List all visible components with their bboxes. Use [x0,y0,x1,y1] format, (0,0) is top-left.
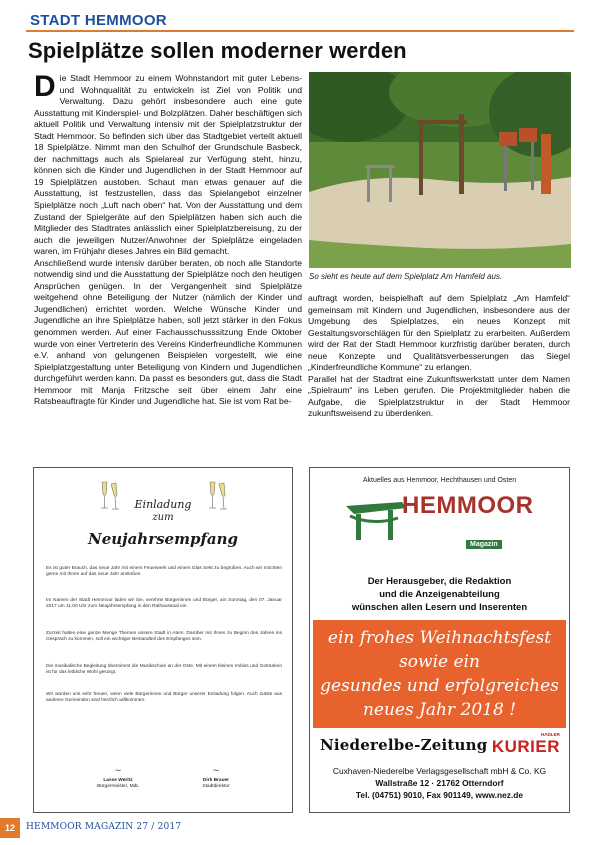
hemmoor-logo-text: HEMMOOR [402,492,534,519]
handwritten-signature: ~ [212,766,220,776]
invitation-paragraph: Es ist guter Brauch, das neue Jahr mit einem Feuerwerk und einem Glas Sekt zu begrüßen. Auch wir möchten gerne mit Ihnen auf das neue Jahr anstoßen. [46,566,282,578]
greeting-text: Der Herausgeber, die Redaktion und die Anzeigenabteilung wünschen allen Lesern und Inserenten [351,576,528,613]
magazin-label: Magazin [466,540,502,549]
playground-photo [309,72,571,268]
article-paragraph-1: Die Stadt Hemmoor zu einem Wohnstandort mit guter Lebens- und Wohnqualität zu entwickeln ist Ziel von Politik und Verwaltung. Dazu gehört insbesondere auch eine gute Ausstattung mit Kinderspiel- und Bolzplätzen. Daher beschäftigen sich aktuell Politik und Verwaltung intensiv mit der Spielplatzstruktur der Stadt Hemmoor. So befinden sich über das Stadtgebiet verteilt aktuell 18 Spielplätze. Nimmt man den Schulhof der Grundschule Basbeck, der nachmittags auch als Spielareal zur Verfügung steht, hinzu, können sich die Kinder und Jugendlichen in der Stadt Hemmoor auf 19 Spielplätzen austoben. Schaut man etwas genauer auf die Ausstattung, ist festzustellen, dass das Spielangebot einzelner Spielplätze noch „Luft nach oben“ hat. Von der Ausstattung und dem Zustand der Spielgeräte auf den Spielplätzen haben sich auch die Mitglieder des Stadtrates anlässlich einer Spielplatzbereisung, zu der auch die jeweiligen Nutzer/Anwohner der Spielplätze eingeladen waren, im Frühjahr dieses Jahres ein Bild gemacht. [34,73,302,257]
section-title: STADT HEMMOOR [30,12,167,29]
publisher-contact: Tel. (04751) 9010, Fax 901149, www.nez.de [355,790,524,800]
hadler-kurier-logo: HADLER KURIER [491,732,560,756]
invitation-ad [33,467,293,813]
article-column-right [308,293,570,420]
publisher-address: Wallstraße 12 · 21762 Otterndorf [375,778,504,788]
article-paragraph-4: Parallel hat der Stadtrat eine Zukunftswerkstatt unter dem Namen „Spielraum“ ins Leben gerufen. Die Projektmitglieder haben die Aufgabe, die Spielplatzstruktur in der Stadt Hemmoor zukunftsweisend zu überdenken. [308,373,570,419]
magazine-ad [309,467,570,813]
invitation-title-zum: zum [152,512,174,523]
invitation-paragraph: Zurzeit halten eine ganze Menge Themen unsere Stadt in Atem. Darüber mit Ihnen zu Beginn des Jahres ins Gespräch zu kommen, soll ein wichtiger Bestandteil des Empfanges sein. [46,631,282,643]
page-number: 12 [0,818,20,838]
handwritten-signature: ~ [114,766,122,776]
invitation-paragraph: Im Namen der Stadt Hemmoor laden wir Sie, verehrte Bürgerinnen und Bürger, am Sonntag, den 07. Januar 2017 um 11.00 Uhr zum Neujahrsempfang in den Rathaussaal ein. [46,598,282,610]
invitation-event-title: Neujahrsempfang [87,530,239,548]
invitation-paragraph: Wir würden uns sehr freuen, wenn viele Bürgerinnen und Bürger unserer Einladung folgen. Auch Gäste aus anderen Gemeinden sind herzlich willkommen. [46,692,282,704]
page-footer [0,818,598,845]
christmas-greeting-box: ein frohes Weihnachtsfest sowie ein gesundes und erfolgreiches neues Jahr 2018 ! [313,620,566,728]
section-header [26,10,574,32]
magazine-tagline: Aktuelles aus Hemmoor, Hechthausen und Osten [362,477,517,484]
article-column-left [34,73,302,450]
niederelbe-zeitung-logo: Niederelbe-Zeitung [320,736,488,754]
drop-cap: D [34,73,56,103]
article-paragraph-2: Anschließend wurde intensiv darüber beraten, ob noch alle Standorte notwendig sind und die Ausstattung der Spielplätze noch den heutigen Ansprüchen genügen. In der Vergangenheit sind Spielplätze weitgehend ohne Beteiligung der Nutzer (nämlich der Kinder und Jugendlichen) errichtet worden. Welche Wünsche Kinder und Jugendliche an ihre Spielplätze haben, soll jetzt stärker in den Fokus genommen werden. Auf einer Fachausschusssitzung Ende Oktober wurde von einer Vertreterin des Vereins Kinderfreundliche Kommunen e.V. anhand von gelungenen Beispielen vorgestellt, wie eine Spielplatzgestaltung unter Beteiligung von Kindern und Jugendlichen durchgeführt werden kann. Da passt es besonders gut, dass die Stadt Hemmoor mit Manja Fritzsche seit über einem Jahr eine Ratsbeauftragte für Kinder und Jugendliche hat. Sie ist vom Rat be- [34,257,302,407]
publisher-name: Cuxhaven-Niederelbe Verlagsgesellschaft mbH & Co. KG [332,766,547,776]
signature-mayor: ~ Lasse Weritz Bürgermeister, MdL [78,768,158,790]
invitation-title: Einladung [134,498,192,511]
photo-caption: So sieht es heute auf dem Spielplatz Am Hamfeld aus. [309,272,503,281]
article-paragraph-3: auftragt worden, beispielhaft auf dem Spielplatz „Am Hamfeld“ gemeinsam mit Kindern und Jugendlichen, insbesondere aus der Umgebung des Spielplatzes, ein neues Konzept mit Gestaltungsvorschlägen für den Spielplatz zu erarbeiten. Außerdem wird der Rat der Stadt Hemmoor kurzfristig darüber beraten, durch neue Konzepte und Qualitätsverbesserungen das Siegel „Kinderfreundliche Kommune“ zu erlangen. [308,293,570,373]
signature-director: ~ Dirk Brauer Stadtdirektor [176,768,256,790]
invitation-paragraph: Die musikalische Begleitung übernimmt die Musikschule an der Oste. Mit einem kleinen Imbiss und Getränken ist für das leibliche Wohl gesorgt. [46,664,282,676]
footer-publication: HEMMOOR MAGAZIN 27 / 2017 [26,822,182,832]
article-headline: Spielplätze sollen moderner werden [28,38,407,63]
